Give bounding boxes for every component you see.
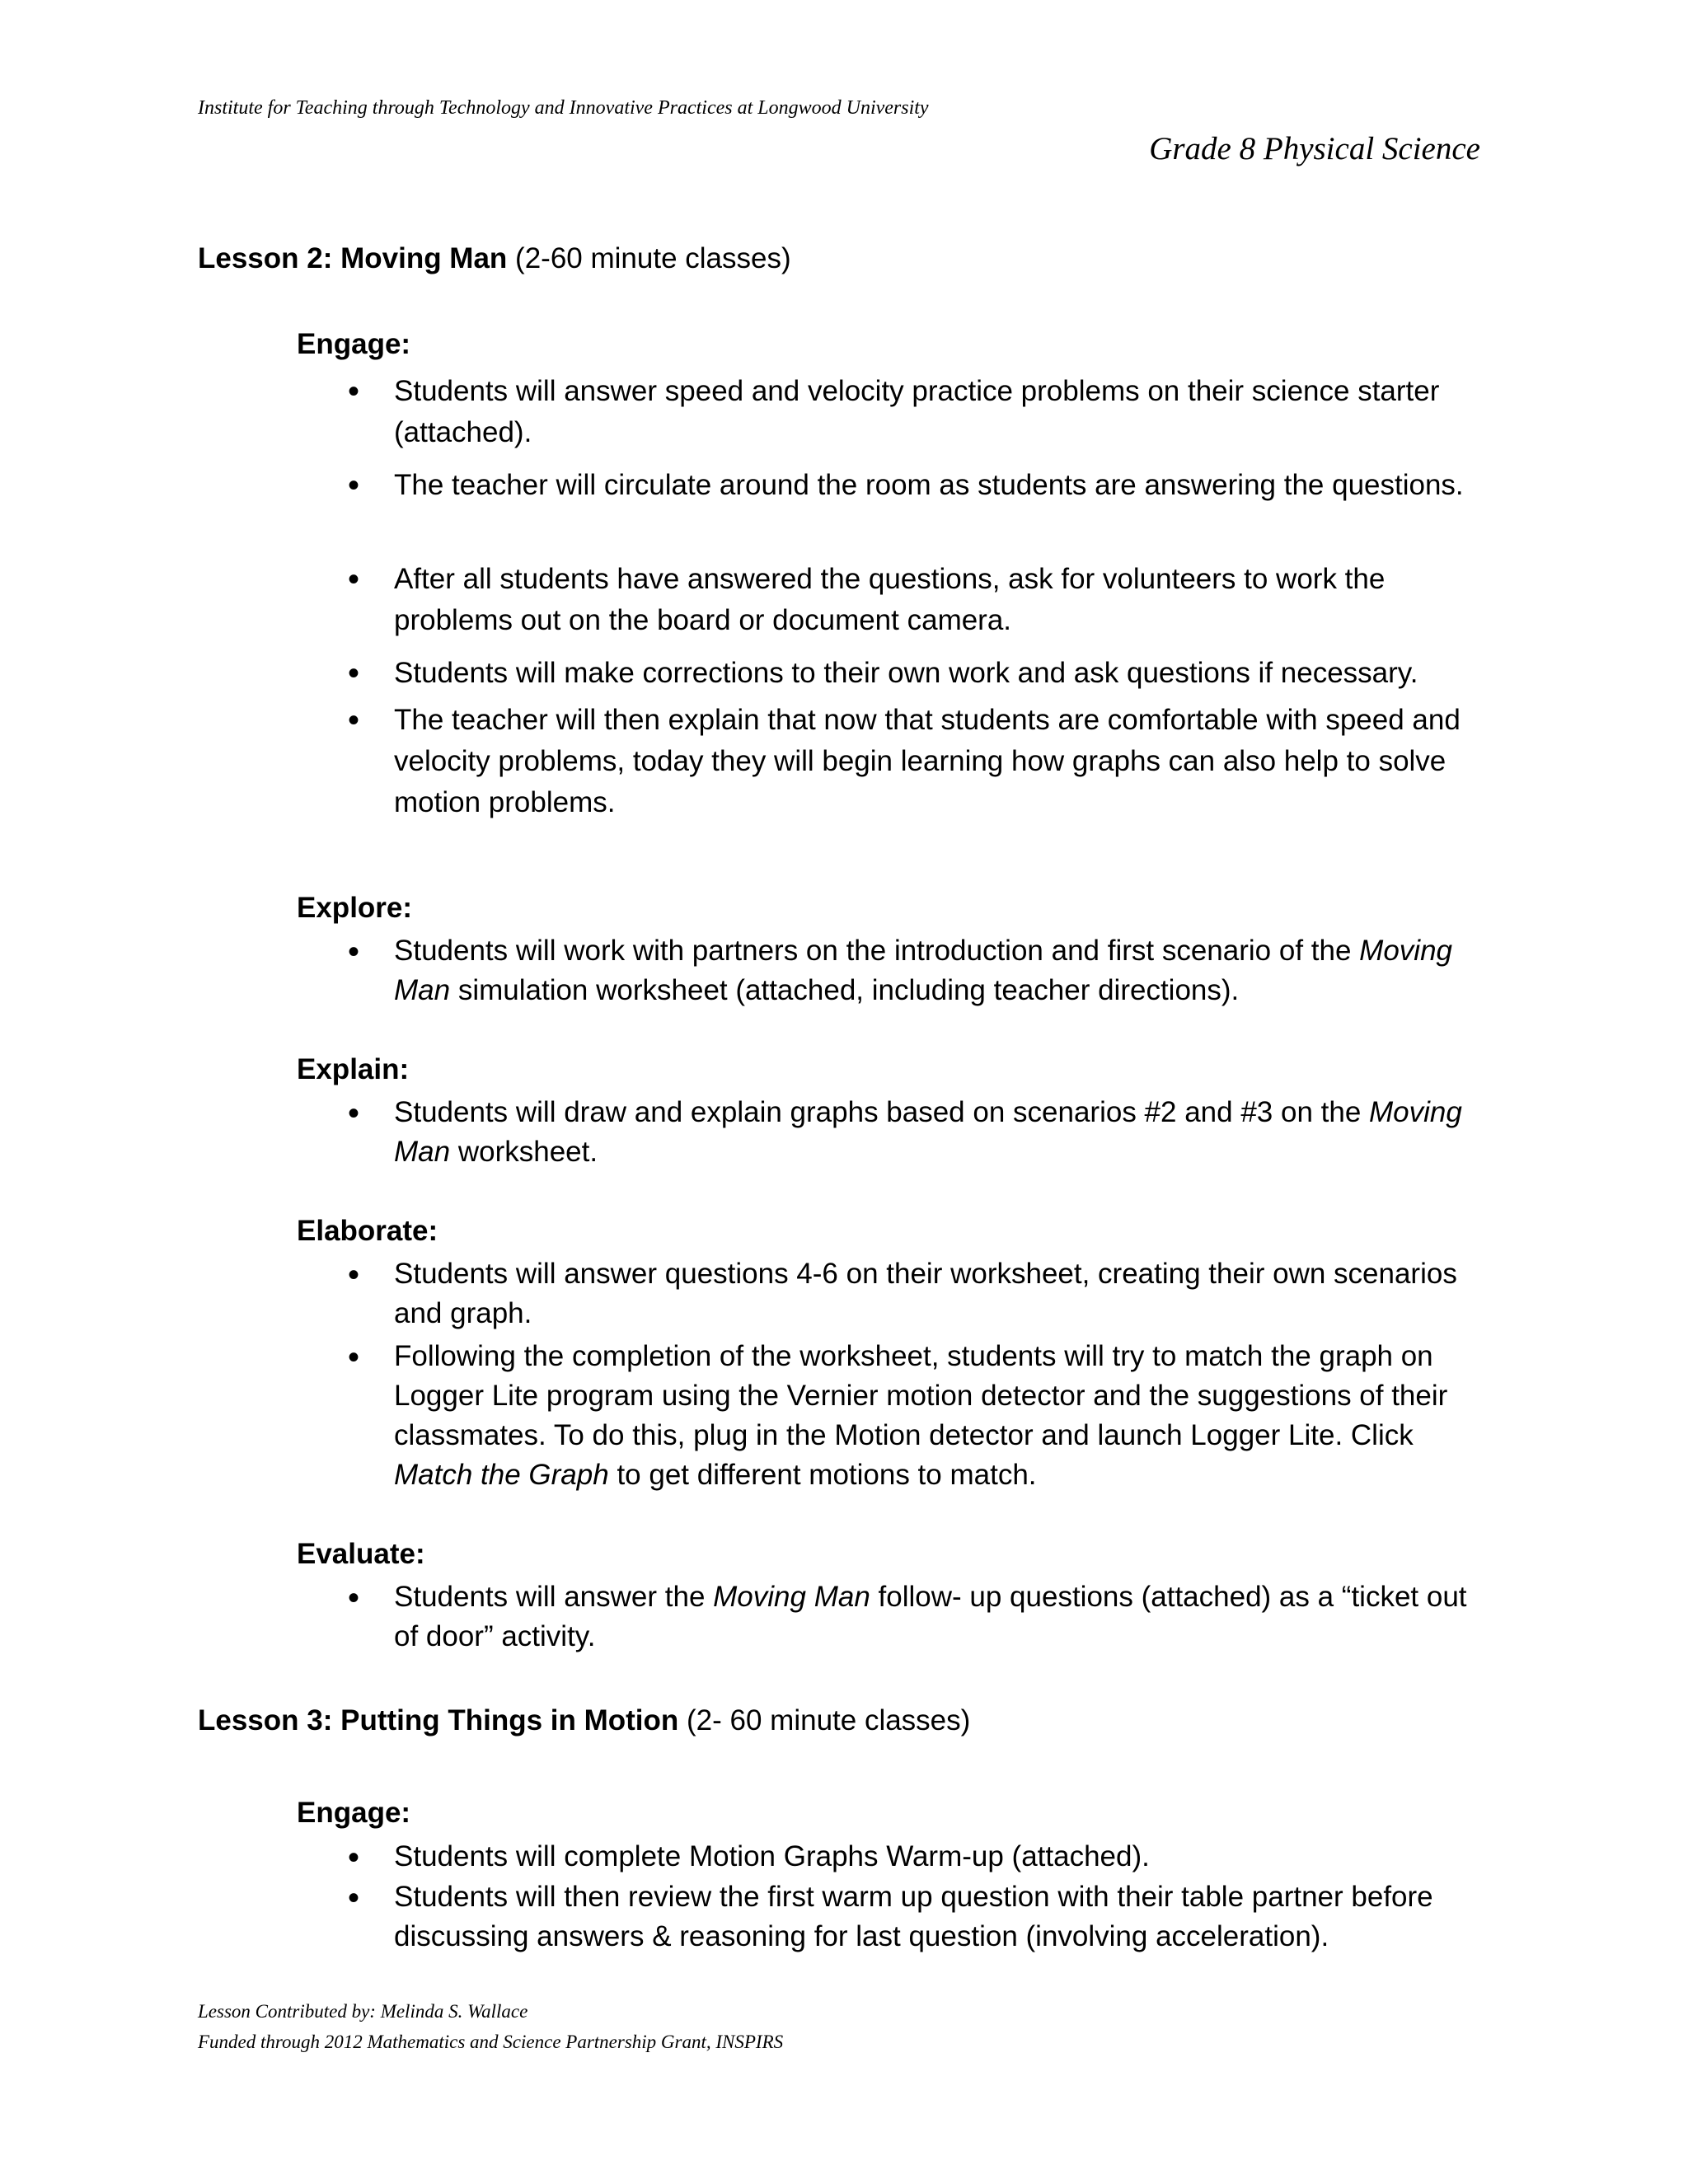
list-item: • The teacher will circulate around the room as students are answering the questions. <box>394 465 1490 506</box>
bullet-icon: • <box>348 1095 360 1132</box>
engage-heading-lesson-3: Engage: <box>297 1797 411 1829</box>
list-item: • Students will work with partners on the introduction and first scenario of the Moving Man simulation worksheet (attached, including teacher directions). <box>394 931 1490 1010</box>
list-item: • After all students have answered the questions, ask for volunteers to work the problems out on the board or document camera. <box>394 559 1490 641</box>
list-item: • Students will answer speed and velocity practice problems on their science starter (attached). <box>394 371 1490 453</box>
list-item: • Students will make corrections to their own work and ask questions if necessary. <box>394 653 1490 694</box>
lesson-2-name: Lesson 2: Moving Man <box>198 242 508 274</box>
bullet-icon: • <box>348 1339 360 1376</box>
bullet-icon: • <box>348 561 360 598</box>
list-item: • Students will answer the Moving Man follow- up questions (attached) as a “ticket out of door” activity. <box>394 1577 1490 1657</box>
footer-contributor: Lesson Contributed by: Melinda S. Wallace <box>198 2001 528 2022</box>
lesson-3-title <box>198 1704 970 1737</box>
bullet-icon: • <box>348 702 360 738</box>
explain-heading: Explain: <box>297 1053 410 1085</box>
list-item: • Students will then review the first warm up question with their table partner before discussing answers & reasoning for last question (involving acceleration). <box>394 1877 1490 1957</box>
lesson-3-duration: (2- 60 minute classes) <box>687 1704 971 1736</box>
list-item: • The teacher will then explain that now that students are comfortable with speed and velocity problems, today they will begin learning how graphs can also help to solve motion problems. <box>394 700 1490 823</box>
grade-header: Grade 8 Physical Science <box>1149 131 1480 166</box>
footer-funding: Funded through 2012 Mathematics and Science Partnership Grant, INSPIRS <box>198 2032 784 2052</box>
lesson-2-duration: (2-60 minute classes) <box>515 242 791 274</box>
bullet-icon: • <box>348 467 360 504</box>
list-item: • Students will complete Motion Graphs Warm-up (attached). <box>394 1837 1490 1877</box>
list-item: • Students will answer questions 4-6 on their worksheet, creating their own scenarios and graph. <box>394 1254 1490 1333</box>
institute-header: Institute for Teaching through Technology and Innovative Practices at Longwood University <box>198 97 929 119</box>
explore-heading: Explore: <box>297 892 413 924</box>
list-item: • Following the completion of the worksheet, students will try to match the graph on Logger Lite program using the Vernier motion detector and the suggestions of their classmates. To do this, plug in the Motion detector and launch Logger Lite. Click Match the Graph to get different motions to match. <box>394 1337 1490 1495</box>
bullet-icon: • <box>348 1580 360 1616</box>
bullet-icon: • <box>348 934 360 970</box>
bullet-icon: • <box>348 1880 360 1916</box>
evaluate-heading: Evaluate: <box>297 1538 425 1570</box>
elaborate-heading: Elaborate: <box>297 1215 438 1247</box>
list-item: • Students will draw and explain graphs based on scenarios #2 and #3 on the Moving Man worksheet. <box>394 1093 1490 1172</box>
engage-heading: Engage: <box>297 328 411 360</box>
bullet-icon: • <box>348 655 360 691</box>
bullet-icon: • <box>348 1257 360 1293</box>
lesson-3-name: Lesson 3: Putting Things in Motion <box>198 1704 679 1736</box>
lesson-2-title <box>198 242 791 275</box>
bullet-icon: • <box>348 1840 360 1876</box>
bullet-icon: • <box>348 373 360 410</box>
